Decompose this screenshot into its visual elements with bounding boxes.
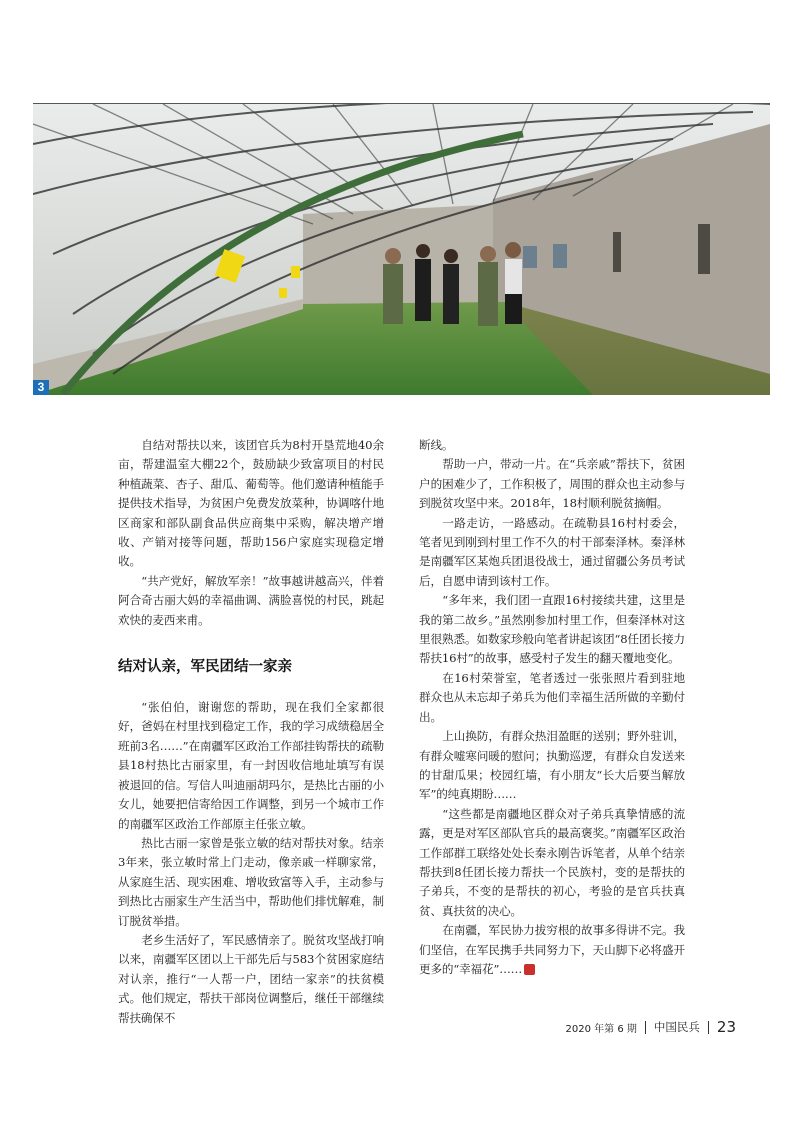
footer-divider [708, 1021, 709, 1034]
issue-label: 2020 年第 6 期 [565, 1023, 637, 1035]
paragraph: “张伯伯，谢谢您的帮助，现在我们全家都很好，爸妈在村里找到稳定工作，我的学习成绩稳居全班前3名……”在南疆军区政治工作部挂钩帮扶的疏勒县18村热比古丽家里，有一封因收信地址填写有误被退回的信。写信人叫迪丽胡玛尔，是热比古丽的小女儿，她要把信寄给因工作调整，到另一个城市工作的南疆军区政治工作部原主任张立敏。 [118, 700, 384, 831]
paragraph: 上山换防，有群众热泪盈眶的送别；野外驻训，有群众嘘寒问暖的慰问；执勤巡逻，有群众自发送来的甘甜瓜果；校园红墙，有小朋友“长大后要当解放军”的纯真期盼…… [419, 729, 685, 802]
paragraph: 老乡生活好了，军民感情亲了。脱贫攻坚战打响以来，南疆军区团以上干部先后与583个贫困家庭结对认亲，推行“一人帮一户，团结一家亲”的扶贫模式。他们规定，帮扶干部岗位调整后，继任干部继续帮扶确保不 [118, 932, 384, 1025]
paragraph-final [419, 921, 685, 979]
figure-number-badge: 3 [33, 380, 49, 395]
paragraph: “这些都是南疆地区群众对子弟兵真挚情感的流露，更是对军区部队官兵的最高褒奖。”南疆军区政治工作部群工联络处处长秦永刚告诉笔者，从单个结亲帮扶到8任团长接力帮扶一个民族村，变的是帮扶的子弟兵，不变的是帮扶的初心，考验的是官兵扶真贫、真扶贫的决心。 [419, 806, 685, 918]
paragraph: 自结对帮扶以来，该团官兵为8村开垦荒地40余亩，帮建温室大棚22个，鼓励缺少致富项目的村民种植蔬菜、杏子、甜瓜、葡萄等。他们邀请种植能手提供技术指导，为贫困户免费发放菜种，协调喀什地区商家和部队副食品供应商集中采购，解决增产增收、产销对接等问题，帮助156户家庭实现稳定增收。 [118, 438, 384, 569]
paragraph: 一路走访，一路感动。在疏勒县16村村委会，笔者见到刚到村里工作不久的村干部秦泽林。秦泽林是南疆军区某炮兵团退役战士，通过留疆公务员考试后，自愿申请到该村工作。 [419, 515, 685, 588]
paragraph: 帮助一户，带动一片。在“兵亲戚”帮扶下，贫困户的困难少了，工作积极了，周围的群众也主动参与到脱贫攻坚中来。2018年，18村顺利脱贫摘帽。 [419, 457, 685, 511]
greenhouse-photo [33, 104, 770, 395]
paragraph: 在16村荣誉室，笔者透过一张张照片看到驻地群众也从未忘却子弟兵为他们幸福生活所做的辛勤付出。 [419, 670, 685, 724]
section-heading: 结对认亲，军民团结一家亲 [118, 659, 292, 676]
footer-divider [645, 1021, 646, 1034]
magazine-name: 中国民兵 [653, 1020, 700, 1034]
right-column [419, 436, 685, 979]
end-mark-icon: E [524, 964, 535, 975]
paragraph: “共产党好，解放军亲！”故事越讲越高兴，伴着阿合奇古丽大妈的幸福曲调、满脸喜悦的村民，跳起欢快的麦西来甫。 [118, 573, 384, 627]
paragraph: “多年来，我们团一直跟16村接续共建，这里是我的第二故乡。”虽然刚参加村里工作，但秦泽林对这里很熟悉。如数家珍般向笔者讲起该团“8任团长接力帮扶16村”的故事，感受村子发生的翻天覆地变化。 [419, 593, 685, 666]
page-number: 23 [716, 1018, 736, 1036]
paragraph-continuation: 断线。 [419, 438, 454, 452]
left-column [118, 436, 384, 1028]
page-footer [566, 1017, 736, 1037]
paragraph: 热比古丽一家曾是张立敏的结对帮扶对象。结亲3年来，张立敏时常上门走动，像亲戚一样聊家常，从家庭生活、现实困难、增收致富等入手，主动参与到热比古丽家生产生活当中，帮助他们排忧解难，制订脱贫举措。 [118, 835, 384, 928]
paragraph-final-text: 在南疆，军民协力拔穷根的故事多得讲不完。我们坚信，在军民携手共同努力下，天山脚下必将盛开更多的“幸福花”…… [419, 923, 685, 976]
